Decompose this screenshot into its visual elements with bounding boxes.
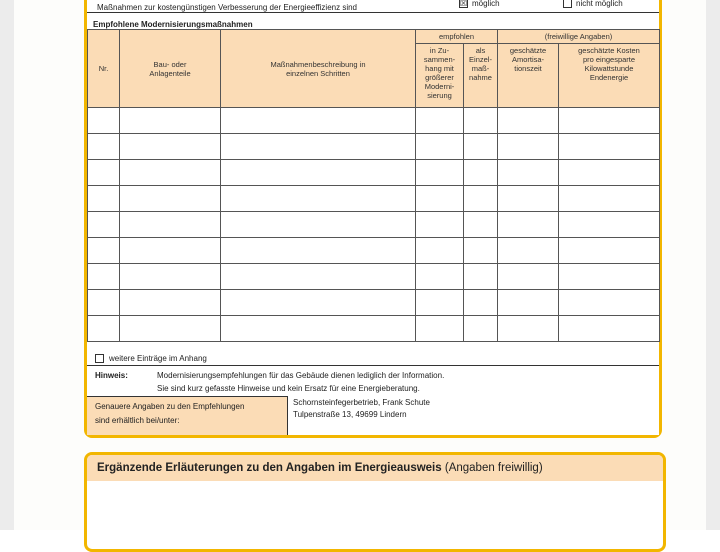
header-bauteile: Bau- oder Anlagenteile bbox=[120, 30, 221, 108]
supplementary-title-text: Ergänzende Erläuterungen zu den Angaben im Energieausweis bbox=[97, 462, 442, 474]
genauer-text-1: Genauere Angaben zu den Empfehlungen bbox=[95, 402, 245, 411]
hinweis-text-1: Modernisierungsempfehlungen für das Gebäude dienen lediglich der Information. bbox=[157, 371, 445, 380]
hinweis-label: Hinweis: bbox=[95, 371, 128, 380]
option-possible-label: möglich bbox=[472, 0, 500, 8]
table-row bbox=[88, 290, 660, 316]
table-row bbox=[88, 134, 660, 160]
supplementary-header bbox=[87, 455, 663, 481]
header-amortisation: geschätzte Amortisa- tionszeit bbox=[498, 44, 559, 108]
table-row bbox=[88, 160, 660, 186]
header-beschreibung: Maßnahmenbeschreibung in einzelnen Schritten bbox=[221, 30, 416, 108]
contact-name[interactable]: Schornsteinfegerbetrieb, Frank Schute bbox=[293, 398, 430, 407]
supplementary-box bbox=[84, 452, 666, 552]
option-possible[interactable] bbox=[459, 0, 500, 8]
contact-address[interactable]: Tulpenstraße 13, 49699 Lindern bbox=[293, 410, 407, 419]
table-row bbox=[88, 186, 660, 212]
efficiency-line: Maßnahmen zur kostengünstigen Verbesserung der Energieeffizienz sind bbox=[97, 3, 358, 12]
anhang-label: weitere Einträge im Anhang bbox=[109, 354, 207, 363]
supplementary-subtitle: (Angaben freiwillig) bbox=[444, 462, 543, 474]
header-group-empfohlen: empfohlen bbox=[416, 30, 498, 44]
option-not-possible[interactable] bbox=[563, 0, 623, 8]
genauer-text-2: sind erhältlich bei/unter: bbox=[95, 416, 180, 425]
option-not-possible-label: nicht möglich bbox=[576, 0, 623, 8]
header-group-freiwillig: (freiwillige Angaben) bbox=[498, 30, 660, 44]
anhang-option[interactable] bbox=[95, 354, 207, 363]
header-einzel: als Einzel- maß- nahme bbox=[464, 44, 498, 108]
header-zusammenhang: in Zu- sammen- hang mit größerer Moderni- sierung bbox=[416, 44, 464, 108]
modernization-box bbox=[84, 0, 662, 438]
checked-box-icon[interactable]: ☒ bbox=[460, 0, 468, 8]
page-edge-left bbox=[0, 0, 14, 530]
contact-divider bbox=[287, 396, 288, 435]
divider bbox=[87, 12, 659, 13]
table-row bbox=[88, 212, 660, 238]
header-nr: Nr. bbox=[88, 30, 120, 108]
table-row bbox=[88, 238, 660, 264]
unchecked-box-icon[interactable] bbox=[95, 354, 104, 363]
table-row bbox=[88, 108, 660, 134]
header-kosten: geschätzte Kosten pro eingesparte Kilowattstunde Endenergie bbox=[559, 44, 660, 108]
unchecked-box-icon[interactable] bbox=[563, 0, 572, 8]
table-row bbox=[88, 264, 660, 290]
measures-table bbox=[87, 29, 660, 342]
page-edge-right bbox=[706, 0, 720, 530]
divider bbox=[87, 365, 659, 366]
supplementary-title bbox=[97, 462, 543, 474]
hinweis-text-2: Sie sind kurz gefasste Hinweise und kein Ersatz für eine Energieberatung. bbox=[157, 384, 420, 393]
table-row bbox=[88, 316, 660, 342]
section-title: Empfohlene Modernisierungsmaßnahmen bbox=[93, 20, 253, 29]
